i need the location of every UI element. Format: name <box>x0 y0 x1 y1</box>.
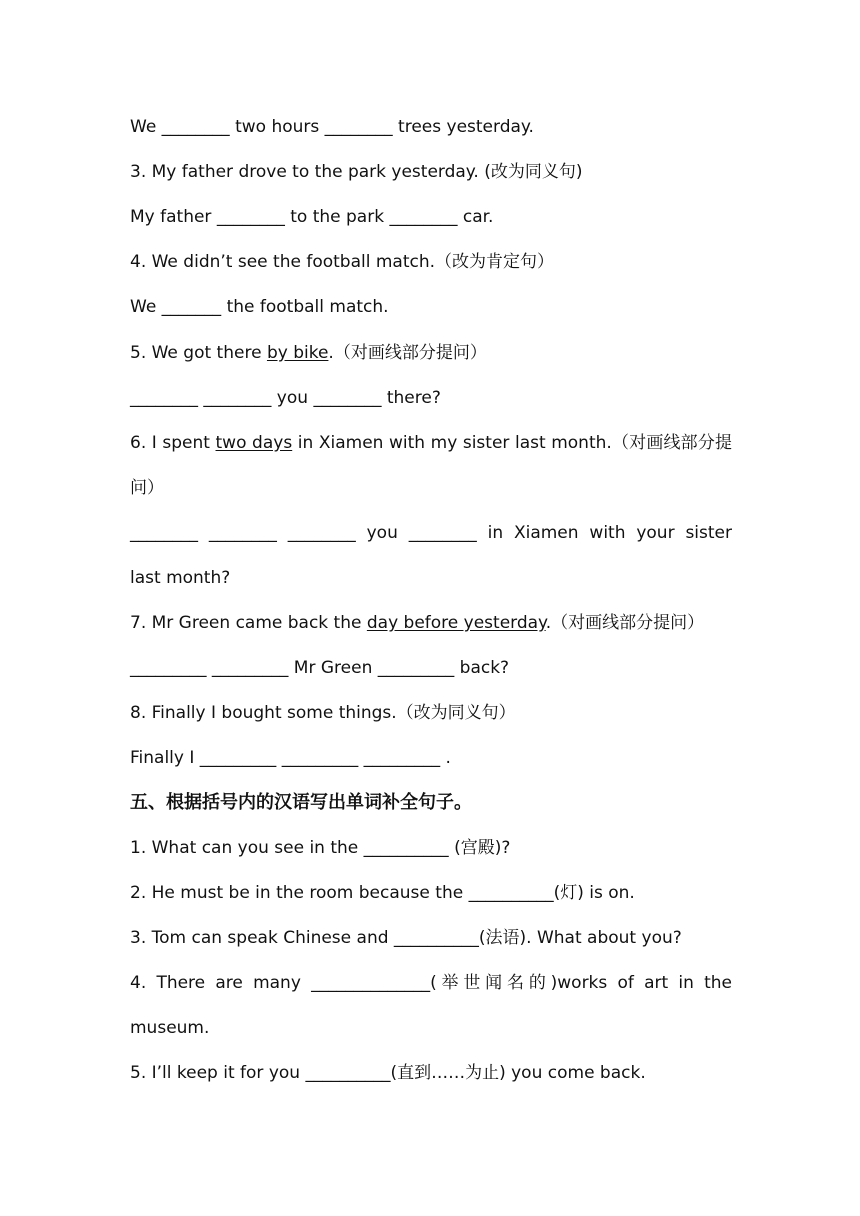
text-segment: 7. Mr Green came back the <box>130 613 367 633</box>
text-segment: Finally I _________ _________ _________ . <box>130 748 451 768</box>
text-segment: 4. We didn’t see the football match.（改为肯定句） <box>130 252 555 272</box>
text-segment: 3. Tom can speak Chinese and __________(法语). What about you? <box>130 928 682 948</box>
answer-line-8 <box>130 746 732 770</box>
fill-in-1 <box>130 836 732 860</box>
question-5 <box>130 341 732 365</box>
sentence-line <box>130 115 732 139</box>
fill-in-2 <box>130 881 732 905</box>
text-segment: We _______ the football match. <box>130 297 389 317</box>
text-segment: museum. <box>130 1018 210 1038</box>
question-7 <box>130 611 732 635</box>
text-segment: 5. I’ll keep it for you __________(直到……为止) you come back. <box>130 1063 646 1083</box>
question-6-continued <box>130 476 732 500</box>
answer-line-6-continued <box>130 566 732 590</box>
text-segment: .（对画线部分提问） <box>545 613 705 633</box>
text-segment: 8. Finally I bought some things.（改为同义句） <box>130 703 516 723</box>
text-segment: ________ ________ you ________ there? <box>130 388 441 408</box>
fill-in-4 <box>130 971 732 995</box>
text-segment: ________ ________ ________ you ________ in Xiamen with your sister <box>130 523 732 543</box>
answer-line-4 <box>130 295 732 319</box>
question-3 <box>130 160 732 184</box>
question-8 <box>130 701 732 725</box>
text-segment: 1. What can you see in the __________ (宫殿)? <box>130 838 511 858</box>
text-segment: _________ _________ Mr Green _________ back? <box>130 658 510 678</box>
text-segment: .（对画线部分提问） <box>328 343 487 363</box>
answer-line-7 <box>130 656 732 680</box>
text-segment: last month? <box>130 568 231 588</box>
text-segment: 2. He must be in the room because the __________(灯) is on. <box>130 883 635 903</box>
underlined-phrase: day before yesterday <box>366 613 546 633</box>
text-segment: 5. We got there <box>130 343 267 363</box>
answer-line-5 <box>130 386 732 410</box>
fill-in-5 <box>130 1061 732 1085</box>
text-segment: 3. My father drove to the park yesterday. (改为同义句) <box>130 162 583 182</box>
answer-line-6 <box>130 521 732 545</box>
text-segment: in Xiamen with my sister last month.（对画线部分提 <box>292 433 733 453</box>
text-segment: 6. I spent <box>130 433 216 453</box>
underlined-phrase: two days <box>215 433 293 453</box>
text-segment: We ________ two hours ________ trees yesterday. <box>130 117 534 137</box>
text-segment: 4. There are many ______________(举世闻名的)works of art in the <box>130 973 732 993</box>
fill-in-3 <box>130 926 732 950</box>
underlined-phrase: by bike <box>266 343 329 363</box>
fill-in-4-continued <box>130 1016 732 1040</box>
section-heading <box>130 791 732 815</box>
text-segment: 五、根据括号内的汉语写出单词补全句子。 <box>130 792 472 813</box>
question-6 <box>130 431 732 455</box>
answer-line-3 <box>130 205 732 229</box>
text-segment: My father ________ to the park ________ car. <box>130 207 494 227</box>
text-segment: 问） <box>130 478 164 498</box>
question-4 <box>130 250 732 274</box>
